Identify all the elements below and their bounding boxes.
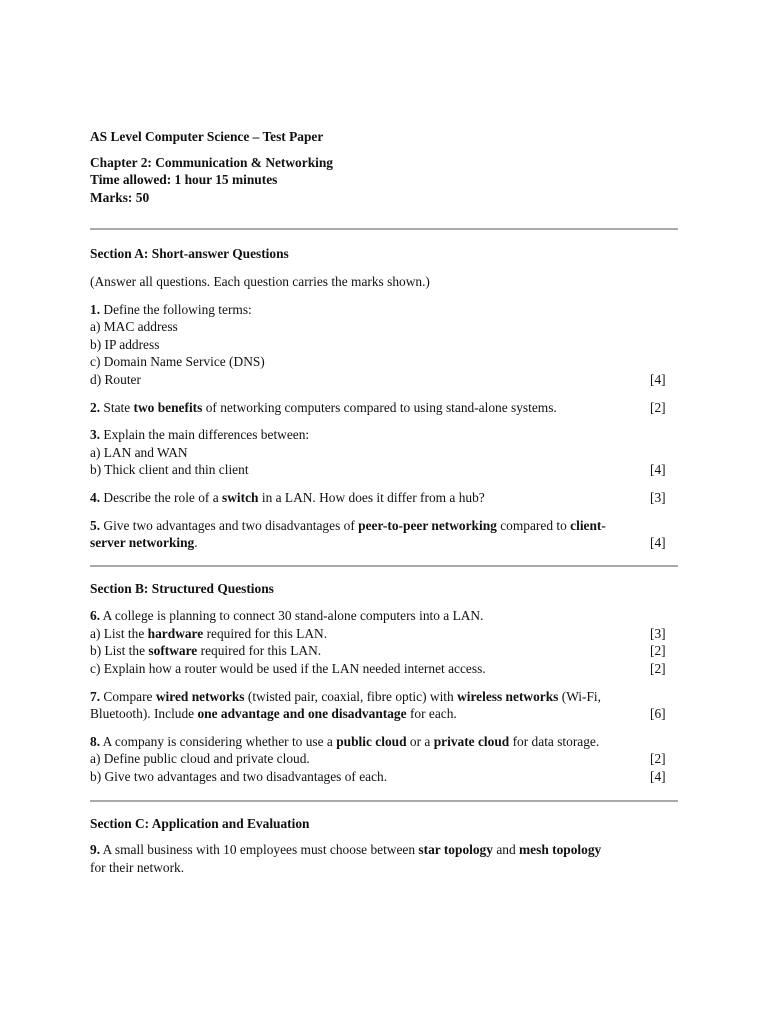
q4-marks: [3]: [650, 489, 666, 505]
q8-text-bold-1: public cloud: [336, 733, 407, 749]
q9-text-bold-2: mesh topology: [519, 842, 602, 858]
q8-text-mid: or a: [409, 733, 431, 749]
q6-number: 6.: [90, 608, 101, 624]
q5-text-bold-2b: server networking: [90, 535, 195, 551]
q1-part-b: b) IP address: [90, 336, 160, 352]
q5-number: 5.: [90, 517, 101, 533]
question-3: [90, 426, 678, 479]
question-7: [90, 688, 678, 723]
q6-a-bold: hardware: [147, 625, 204, 641]
q2-text-pre: State: [103, 399, 131, 415]
q5-marks: [4]: [650, 535, 666, 551]
q6-b-bold: software: [148, 643, 198, 659]
q2-number: 2.: [90, 399, 101, 415]
q5-text-post: .: [194, 535, 198, 551]
q6-b-post: required for this LAN.: [200, 643, 322, 659]
q6-part-c: c) Explain how a router would be used if the LAN needed internet access.: [90, 661, 486, 677]
q2-marks: [2]: [650, 399, 666, 415]
chapter-line: Chapter 2: Communication & Networking: [90, 154, 334, 170]
q7-marks: [6]: [650, 706, 666, 722]
q4-text-post: in a LAN. How does it differ from a hub?: [261, 489, 485, 505]
q7-text-bold-2: wireless networks: [457, 688, 559, 704]
q7-text-mid-2: (Wi-Fi,: [561, 688, 601, 704]
q4-text-bold: switch: [222, 489, 259, 505]
q1-marks: [4]: [650, 371, 666, 387]
q1-part-a: a) MAC address: [90, 319, 178, 335]
q3-part-a: a) LAN and WAN: [90, 444, 188, 460]
q8-a-marks: [2]: [650, 751, 666, 767]
q4-number: 4.: [90, 489, 101, 505]
q9-number: 9.: [90, 842, 101, 858]
q8-text-post: for data storage.: [512, 733, 600, 749]
q9-text-pre: A small business with 10 employees must choose between: [102, 842, 416, 858]
q5-text-bold-2a: client-: [570, 517, 606, 533]
question-1: [90, 301, 678, 389]
q5-text-bold-1: peer-to-peer networking: [358, 517, 497, 533]
q1-stem: Define the following terms:: [103, 301, 252, 317]
q3-stem: Explain the main differences between:: [103, 427, 310, 443]
paper-content: [90, 128, 678, 876]
total-marks: Marks: 50: [90, 189, 150, 205]
time-allowed: Time allowed: 1 hour 15 minutes: [90, 172, 278, 188]
q9-text-mid: and: [496, 842, 516, 858]
q9-line-2: for their network.: [90, 859, 185, 875]
question-6: [90, 607, 678, 677]
q2-text-post: of networking computers compared to using stand-alone systems.: [205, 399, 557, 415]
q8-b-marks: [4]: [650, 769, 666, 785]
q8-text-pre: A company is considering whether to use a: [102, 733, 333, 749]
divider-c: [90, 800, 678, 802]
q4-text-pre: Describe the role of a: [103, 489, 219, 505]
question-5: [90, 517, 678, 552]
q7-text-mid-1: (twisted pair, coaxial, fibre optic) with: [247, 688, 454, 704]
q8-part-b: b) Give two advantages and two disadvantages of each.: [90, 769, 388, 785]
section-a-heading: Section A: Short-answer Questions: [90, 246, 289, 262]
q6-a-pre: a) List the: [90, 625, 145, 641]
q7-text-bold-3: one advantage and one disadvantage: [197, 706, 407, 722]
paper-title: AS Level Computer Science – Test Paper: [90, 129, 324, 144]
question-9: [90, 841, 678, 876]
q7-number: 7.: [90, 688, 101, 704]
q2-text-bold: two benefits: [133, 399, 203, 415]
q7-text-pre: Compare: [103, 688, 153, 704]
q6-b-pre: b) List the: [90, 643, 146, 659]
q8-number: 8.: [90, 733, 101, 749]
question-4: [90, 489, 678, 507]
divider-b: [90, 565, 678, 567]
q7-text-bold-1: wired networks: [155, 688, 245, 704]
title-block: [90, 128, 678, 206]
question-8: [90, 733, 678, 786]
question-2: [90, 399, 678, 417]
q5-text-pre: Give two advantages and two disadvantages of: [103, 517, 355, 533]
q6-b-marks: [2]: [650, 643, 666, 659]
q8-text-bold-2: private cloud: [433, 733, 510, 749]
q6-a-post: required for this LAN.: [206, 625, 328, 641]
q3-marks: [4]: [650, 462, 666, 478]
q6-a-marks: [3]: [650, 625, 666, 641]
q1-part-c: c) Domain Name Service (DNS): [90, 354, 265, 370]
divider-a: [90, 228, 678, 230]
section-a-instructions: (Answer all questions. Each question carries the marks shown.): [90, 273, 430, 289]
q3-number: 3.: [90, 427, 101, 443]
q9-text-bold-1: star topology: [418, 842, 493, 858]
q3-part-b: b) Thick client and thin client: [90, 462, 249, 478]
q6-c-marks: [2]: [650, 661, 666, 677]
q8-part-a: a) Define public cloud and private cloud.: [90, 751, 310, 767]
section-b-heading: Section B: Structured Questions: [90, 580, 274, 596]
q1-part-d: d) Router: [90, 371, 141, 387]
q1-number: 1.: [90, 301, 101, 317]
q7-line2-pre: Bluetooth). Include: [90, 706, 195, 722]
q5-text-mid: compared to: [500, 517, 567, 533]
q6-stem: A college is planning to connect 30 stand-alone computers into a LAN.: [102, 608, 484, 624]
section-c-heading: Section C: Application and Evaluation: [90, 815, 310, 831]
q7-text-post: for each.: [409, 706, 457, 722]
